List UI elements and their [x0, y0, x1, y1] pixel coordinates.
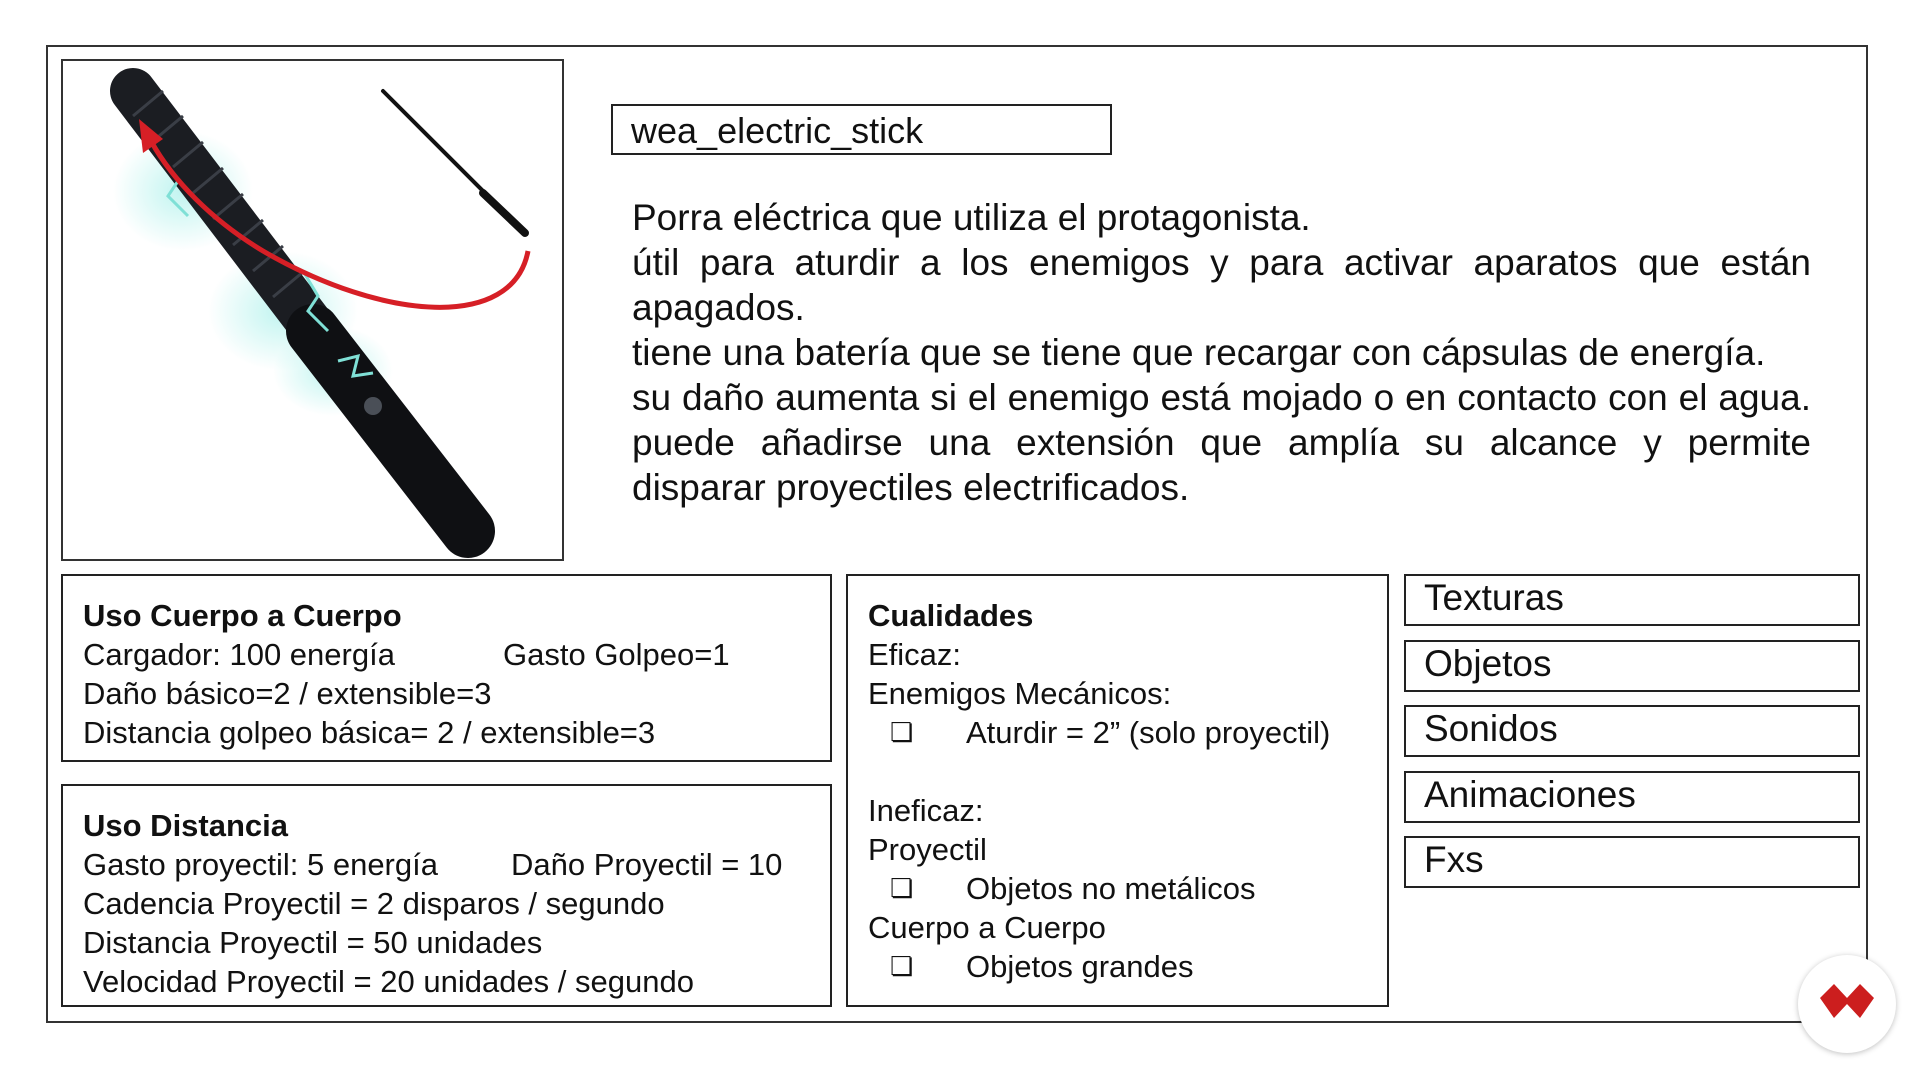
ineffective-group: Cuerpo a Cuerpo	[868, 910, 1106, 945]
effective-label: Eficaz:	[868, 637, 962, 672]
melee-charger: Cargador: 100 energía	[83, 637, 395, 672]
ineffective-item: Objetos no metálicos	[966, 871, 1256, 906]
objects-button[interactable]	[1404, 640, 1860, 692]
weapon-image	[61, 59, 564, 561]
electric-baton-illustration	[63, 61, 564, 561]
qualities-panel	[846, 574, 1389, 1007]
ranged-stats-panel	[61, 784, 832, 1007]
melee-damage: Daño básico=2 / extensible=3	[83, 676, 492, 711]
ranged-distance: Distancia Proyectil = 50 unidades	[83, 925, 543, 960]
ineffective-group: Proyectil	[868, 832, 987, 867]
asset-label: Texturas	[1424, 577, 1564, 618]
melee-title: Uso Cuerpo a Cuerpo	[83, 598, 402, 633]
ineffective-label: Ineficaz:	[868, 793, 984, 828]
sounds-button[interactable]	[1404, 705, 1860, 757]
ranged-projectile-cost: Gasto proyectil: 5 energía	[83, 847, 438, 882]
checkbox-bullet-icon: ❏	[890, 951, 914, 981]
description-line: su daño aumenta si el enemigo está mojado o en contacto con el agua. puede añadirse una extensión que amplía su alcance y permite disparar proyectiles electrificados.	[632, 377, 1811, 508]
list-item	[868, 947, 1367, 986]
description-line: tiene una batería que se tiene que recargar con cápsulas de energía.	[632, 332, 1766, 373]
brand-logo[interactable]	[1798, 955, 1896, 1053]
description-line: Porra eléctrica que utiliza el protagonista.	[632, 197, 1311, 238]
melee-hit-cost: Gasto Golpeo=1	[503, 637, 730, 672]
checkbox-bullet-icon: ❏	[890, 873, 914, 903]
ineffective-item: Objetos grandes	[966, 949, 1194, 984]
list-item	[868, 713, 1367, 752]
fxs-button[interactable]	[1404, 836, 1860, 888]
melee-stats-panel	[61, 574, 832, 762]
list-item	[868, 869, 1367, 908]
asset-label: Animaciones	[1424, 774, 1636, 815]
ranged-speed: Velocidad Proyectil = 20 unidades / segundo	[83, 964, 694, 999]
animations-button[interactable]	[1404, 771, 1860, 823]
checkbox-bullet-icon: ❏	[890, 717, 914, 747]
textures-button[interactable]	[1404, 574, 1860, 626]
asset-label: Sonidos	[1424, 708, 1558, 749]
brand-logo-icon	[1820, 984, 1874, 1024]
effective-group: Enemigos Mecánicos:	[868, 676, 1172, 711]
ranged-title: Uso Distancia	[83, 808, 289, 843]
effective-item: Aturdir = 2” (solo proyectil)	[966, 715, 1331, 750]
qualities-title: Cualidades	[868, 598, 1034, 633]
asset-label: Objetos	[1424, 643, 1552, 684]
item-id-field	[611, 104, 1112, 155]
item-id: wea_electric_stick	[631, 110, 924, 151]
ranged-projectile-damage: Daño Proyectil = 10	[511, 847, 783, 882]
description-line: útil para aturdir a los enemigos y para activar aparatos que están apagados.	[632, 242, 1811, 328]
ranged-rate: Cadencia Proyectil = 2 disparos / segundo	[83, 886, 665, 921]
melee-distance: Distancia golpeo básica= 2 / extensible=3	[83, 715, 656, 750]
item-description	[632, 195, 1811, 510]
asset-label: Fxs	[1424, 839, 1484, 880]
